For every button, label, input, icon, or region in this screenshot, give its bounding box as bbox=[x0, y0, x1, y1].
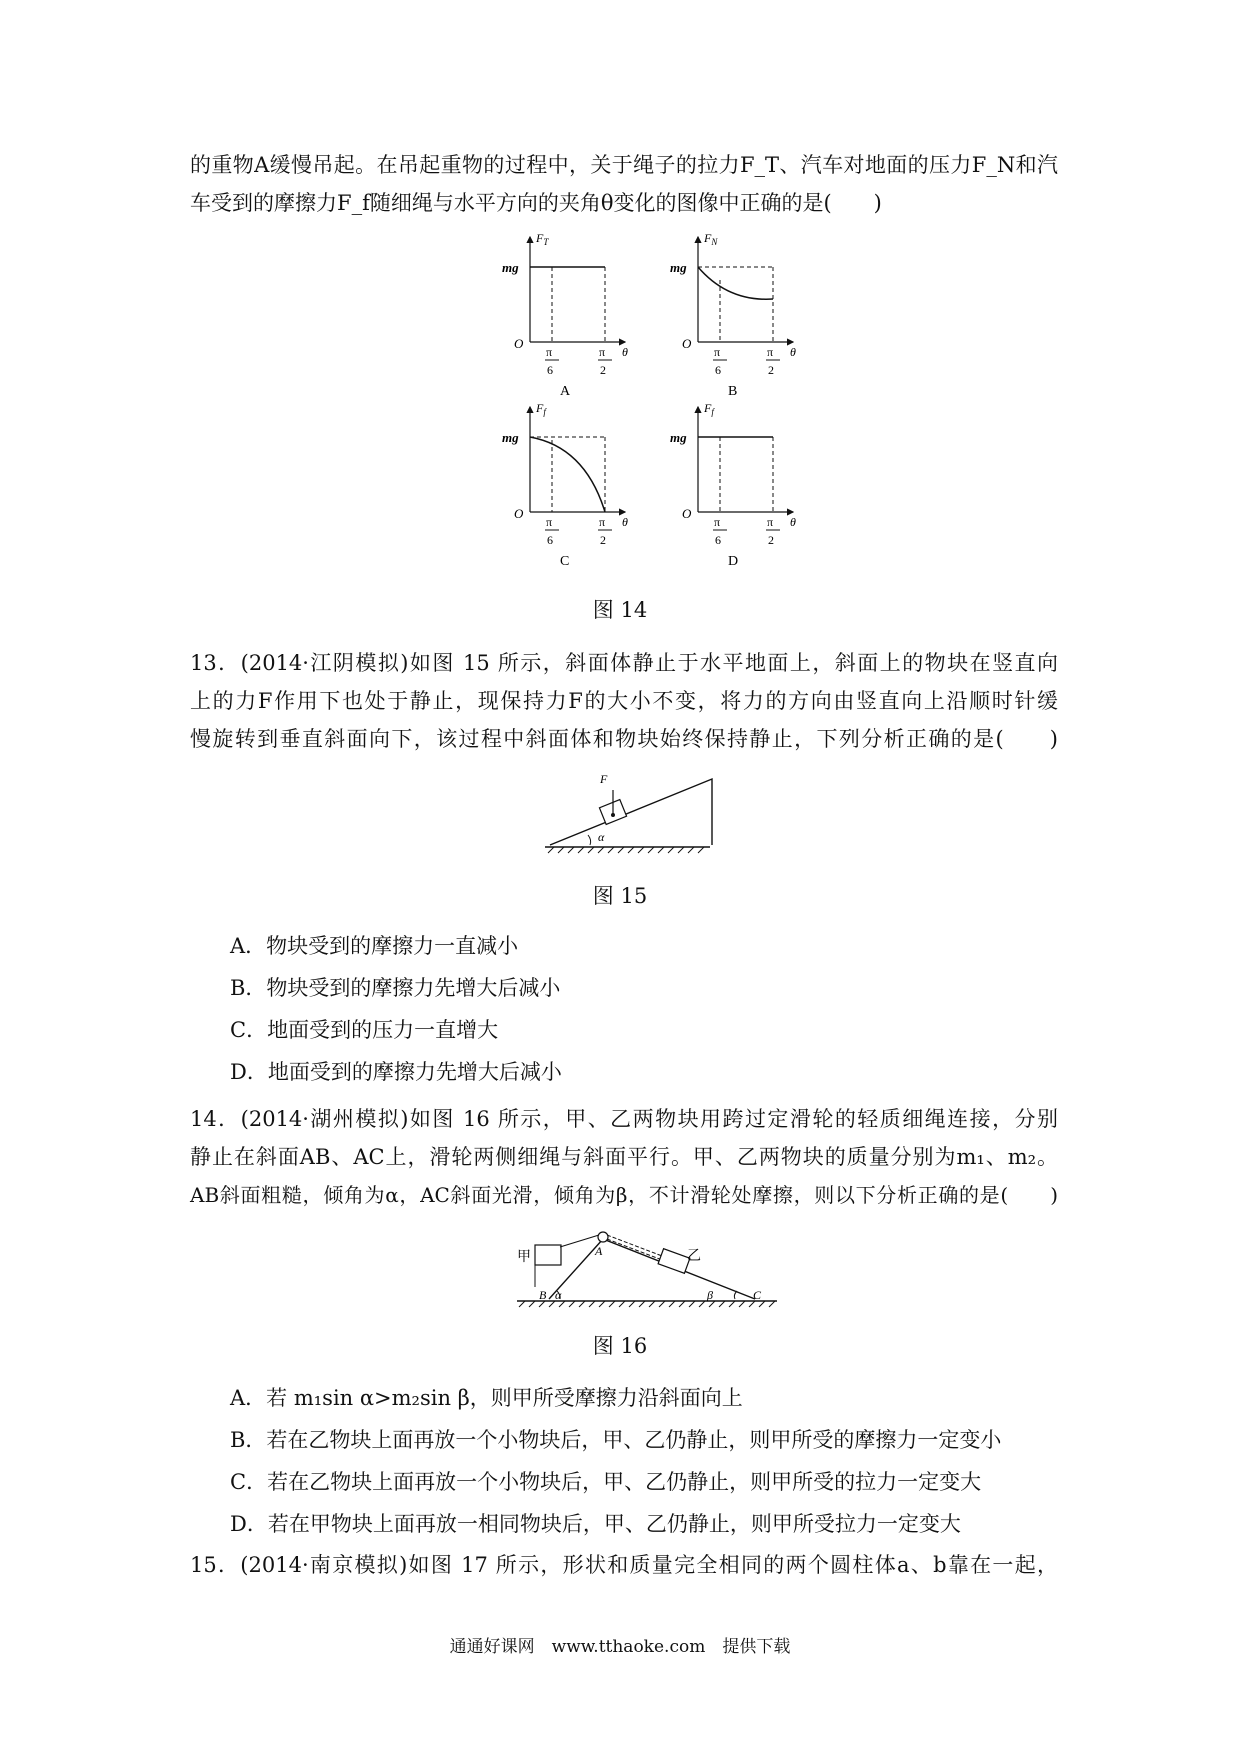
svg-text:mg: mg bbox=[670, 430, 687, 445]
figure-15-incline bbox=[540, 765, 720, 860]
svg-text:C: C bbox=[753, 1288, 762, 1302]
svg-text:2: 2 bbox=[600, 533, 606, 547]
graph-d-label: D bbox=[728, 554, 739, 569]
svg-text:π: π bbox=[767, 515, 774, 529]
svg-text:π: π bbox=[714, 515, 721, 529]
svg-text:θ: θ bbox=[790, 345, 796, 359]
svg-text:Ff: $F_f$ bbox=[536, 401, 546, 417]
q13-line2: 上的力F作用下也处于静止，现保持力F的大小不变，将力的方向由竖直向上沿顺时针缓 bbox=[190, 689, 1058, 713]
q14-option-a: A．若 m₁sin α>m₂sin β，则甲所受摩擦力沿斜面向上 bbox=[230, 1386, 743, 1410]
block-yi bbox=[658, 1249, 690, 1274]
q13-option-a: A．物块受到的摩擦力一直减小 bbox=[230, 934, 519, 958]
q12-line1: 的重物A缓慢吊起。在吊起重物的过程中，关于绳子的拉力F_T、汽车对地面的压力F_N和汽 bbox=[190, 153, 1058, 177]
q13-line3: 慢旋转到垂直斜面向下，该过程中斜面体和物块始终保持静止，下列分析正确的是( ) bbox=[190, 727, 1058, 751]
pulley bbox=[598, 1232, 608, 1242]
figure-14-graphs bbox=[490, 232, 810, 572]
svg-text:2: 2 bbox=[768, 363, 774, 377]
graph-a-mg: mg bbox=[502, 260, 519, 275]
svg-text:2: 2 bbox=[768, 533, 774, 547]
svg-text:2: 2 bbox=[600, 363, 606, 377]
q12-line2: 车受到的摩擦力F_f随细绳与水平方向的夹角θ变化的图像中正确的是( ) bbox=[190, 191, 882, 215]
q14-line1: 14．(2014·湖州模拟)如图 16 所示，甲、乙两物块用跨过定滑轮的轻质细绳连接，分别 bbox=[190, 1107, 1058, 1131]
svg-text:O: O bbox=[514, 506, 524, 521]
svg-text:FN: $F_N$ bbox=[704, 232, 718, 247]
q13-option-b: B．物块受到的摩擦力先增大后减小 bbox=[230, 976, 561, 1000]
svg-text:π: π bbox=[714, 345, 721, 359]
svg-text:θ: θ bbox=[622, 515, 628, 529]
svg-text:θ: θ bbox=[790, 515, 796, 529]
graph-a-label: A bbox=[560, 384, 571, 399]
q14-option-d: D．若在甲物块上面再放一相同物块后，甲、乙仍静止，则甲所受拉力一定变大 bbox=[230, 1512, 961, 1536]
q14-option-b: B．若在乙物块上面再放一个小物块后，甲、乙仍静止，则甲所受的摩擦力一定变小 bbox=[230, 1428, 1002, 1452]
svg-text:π: π bbox=[767, 345, 774, 359]
q13-line1: 13．(2014·江阴模拟)如图 15 所示，斜面体静止于水平地面上，斜面上的物块在竖直向 bbox=[190, 651, 1058, 675]
svg-text:Ff: $F_f$ bbox=[704, 401, 714, 417]
graph-c-label: C bbox=[560, 554, 570, 569]
q13-option-c: C．地面受到的压力一直增大 bbox=[230, 1018, 499, 1042]
svg-text:π: π bbox=[599, 345, 606, 359]
figure-15-caption: 图 15 bbox=[592, 884, 648, 908]
figure-14-caption: 图 14 bbox=[592, 598, 648, 622]
page-footer: 通通好课网 www.tthaoke.com 提供下载 bbox=[449, 1637, 791, 1657]
svg-text:6: 6 bbox=[547, 533, 553, 547]
svg-text:6: 6 bbox=[547, 363, 553, 377]
svg-text:π: π bbox=[599, 515, 606, 529]
svg-text:α: α bbox=[555, 1288, 562, 1302]
q14-option-c: C．若在乙物块上面再放一个小物块后，甲、乙仍静止，则甲所受的拉力一定变大 bbox=[230, 1470, 982, 1494]
graph-b-label: B bbox=[728, 384, 738, 399]
svg-text:mg: mg bbox=[502, 430, 519, 445]
q14-line3: AB斜面粗糙，倾角为α，AC斜面光滑，倾角为β，不计滑轮处摩擦，则以下分析正确的是( ) bbox=[190, 1183, 1058, 1207]
svg-text:A: A bbox=[595, 1244, 603, 1258]
svg-text:θ: θ bbox=[622, 345, 628, 359]
svg-text:6: 6 bbox=[715, 533, 721, 547]
graph-d bbox=[670, 401, 796, 569]
svg-text:6: 6 bbox=[715, 363, 721, 377]
svg-text:π: π bbox=[546, 345, 553, 359]
graph-a bbox=[502, 232, 628, 399]
force-label: F bbox=[600, 772, 608, 786]
svg-text:π: π bbox=[546, 515, 553, 529]
svg-text:β: β bbox=[707, 1288, 713, 1302]
figure-16-caption: 图 16 bbox=[592, 1334, 648, 1358]
svg-text:B: B bbox=[539, 1288, 547, 1302]
block-jia bbox=[535, 1245, 561, 1265]
svg-text:O: O bbox=[682, 336, 692, 351]
angle-label: α bbox=[598, 830, 605, 844]
graph-a-ylabel: $F_T$ bbox=[536, 232, 549, 247]
graph-a-origin: O bbox=[514, 336, 524, 351]
q14-line2: 静止在斜面AB、AC上，滑轮两侧细绳与斜面平行。甲、乙两物块的质量分别为m₁、m₂。 bbox=[190, 1145, 1058, 1169]
label-jia: 甲 bbox=[517, 1250, 531, 1265]
figure-16-pulley bbox=[515, 1225, 795, 1317]
graph-c bbox=[502, 401, 628, 569]
q13-option-d: D．地面受到的摩擦力先增大后减小 bbox=[230, 1060, 562, 1084]
graph-b bbox=[670, 232, 796, 399]
q15-line1: 15．(2014·南京模拟)如图 17 所示，形状和质量完全相同的两个圆柱体a、b靠在一起， bbox=[190, 1553, 1058, 1577]
label-yi: 乙 bbox=[687, 1249, 701, 1264]
svg-text:O: O bbox=[682, 506, 692, 521]
svg-text:mg: mg bbox=[670, 260, 687, 275]
